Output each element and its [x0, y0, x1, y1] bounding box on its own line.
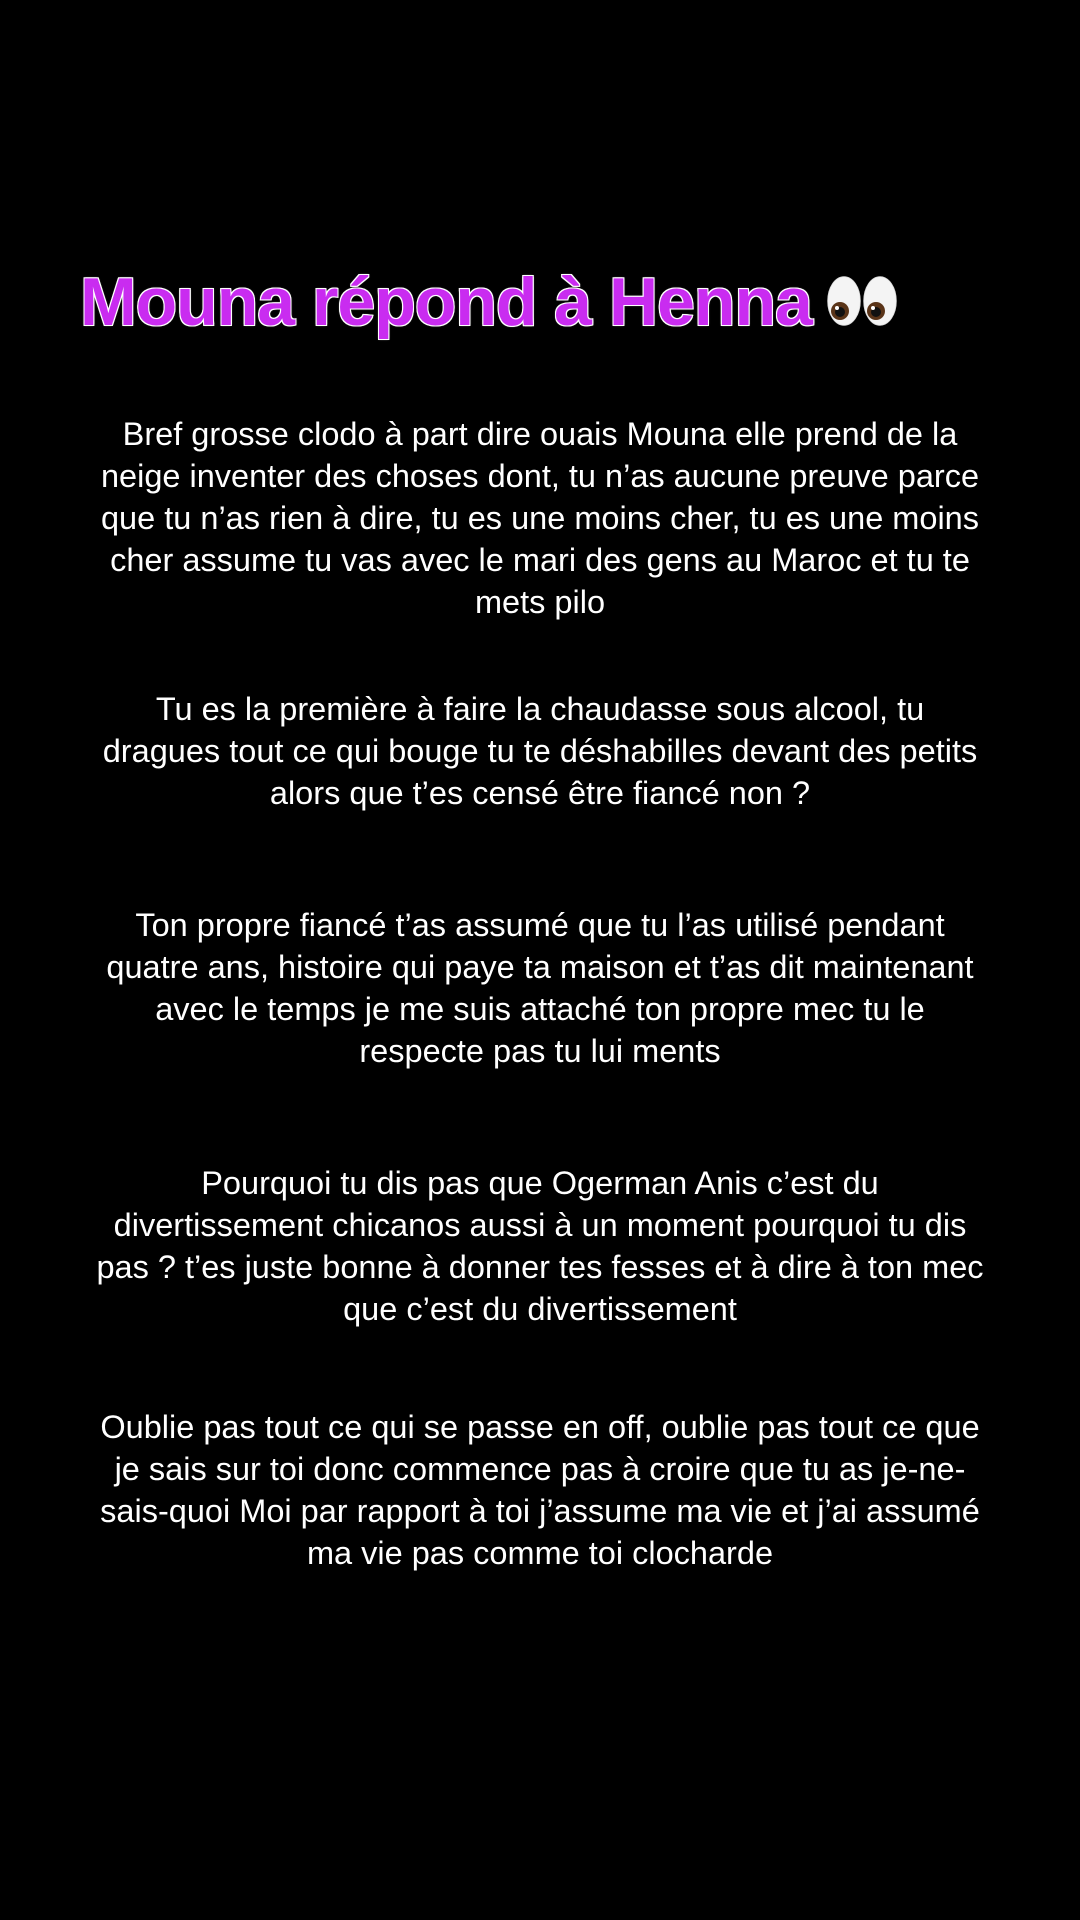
paragraph-3: Ton propre fiancé t’as assumé que tu l’as utilisé pendant quatre ans, histoire qui paye ta maison et t’as dit maintenant avec le temps je me suis attaché ton propre mec tu le respecte pas tu lui ments — [106, 907, 974, 1069]
paragraph-2: Tu es la première à faire la chaudasse sous alcool, tu dragues tout ce qui bouge tu te déshabilles devant des petits alors que t’es censé être fiancé non ? — [102, 691, 978, 811]
title-text: Mouna répond à Henna — [80, 264, 812, 340]
paragraph-1: Bref grosse clodo à part dire ouais Mouna elle prend de la neige inventer des choses dont, tu n’as aucune preuve parce que tu n’as rien à dire, tu es une moins cher, tu es une moins cher assume tu vas avec le mari des gens au Maroc et tu te mets pilo — [100, 416, 980, 620]
paragraph-5: Oublie pas tout ce qui se passe en off, oublie pas tout ce que je sais sur toi donc commence pas à croire que tu as je-ne-sais-quoi Moi par rapport à toi j’assume ma vie et j’ai assumé ma vie pas comme toi clocharde — [100, 1409, 980, 1571]
story-title — [80, 262, 1000, 342]
eyes-icon — [826, 273, 898, 329]
paragraph-4: Pourquoi tu dis pas que Ogerman Anis c’est du divertissement chicanos aussi à un moment pourquoi tu dis pas ? t’es juste bonne à donner tes fesses et à dire à ton mec que c’est du divertissement — [96, 1165, 984, 1327]
